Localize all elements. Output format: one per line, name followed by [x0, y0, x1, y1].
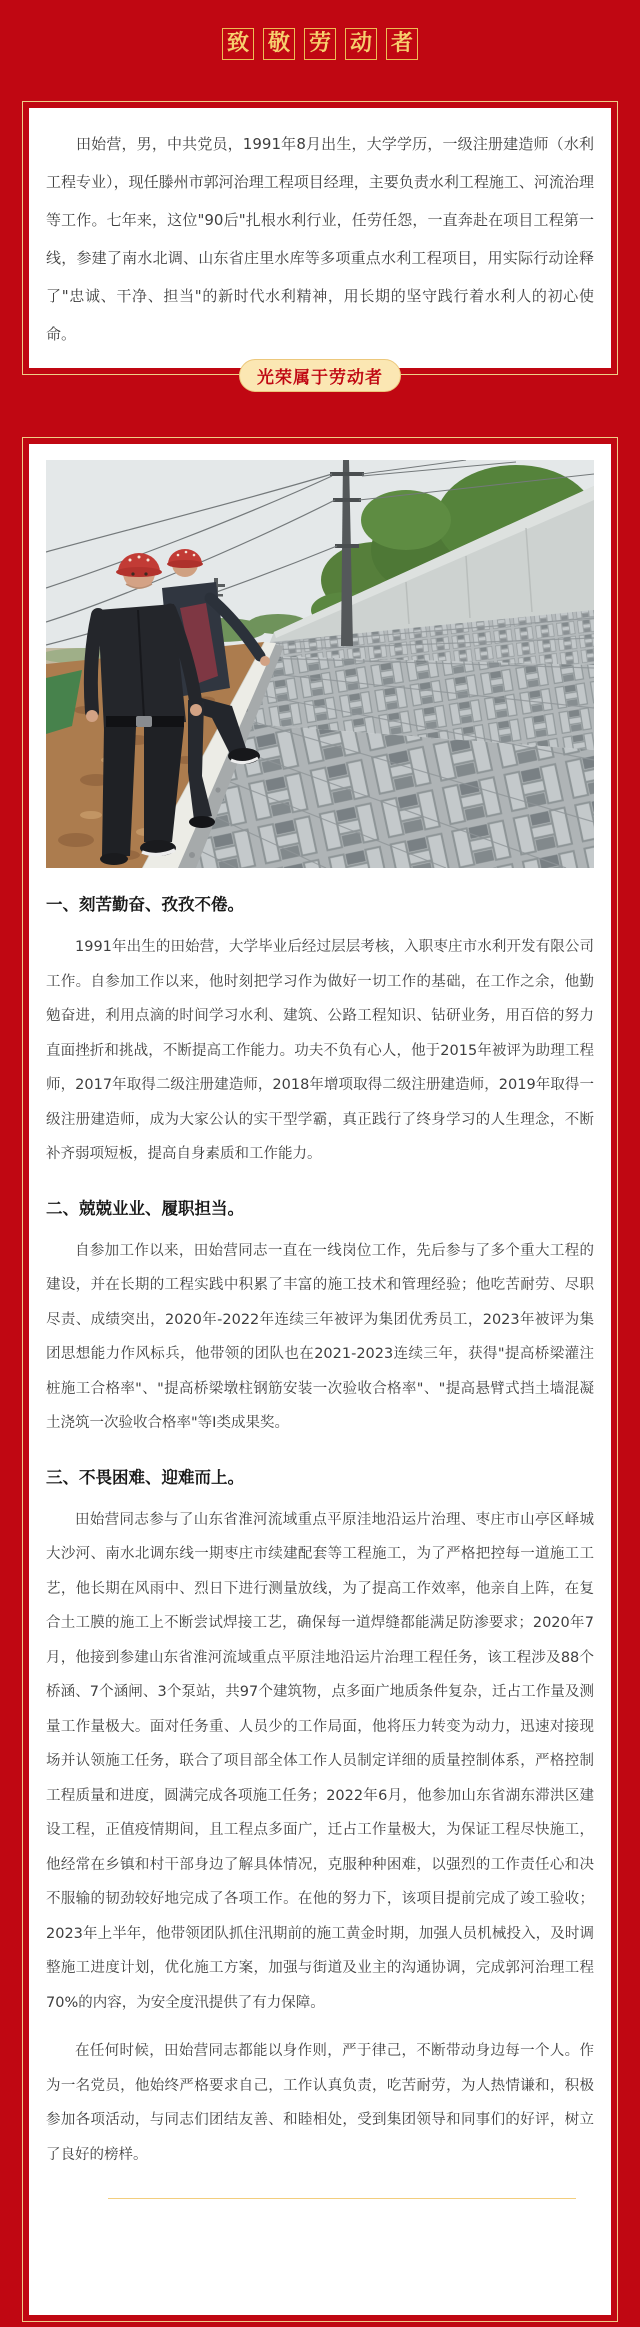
section-2-paragraph: 自参加工作以来，田始营同志一直在一线岗位工作，先后参与了多个重大工程的建设，并在长期的工程实践中积累了丰富的施工技术和管理经验；他吃苦耐劳、尽职尽责、成绩突出，2020年-2022年连续三年被评为集团优秀员工，2023年被评为集团思想能力作风标兵，他带领的团队也在2021-2023连续三年，获得"提高桥梁灌注桩施工合格率"、"提高桥梁墩柱钢筋安装一次验收合格率"、"提高悬臂式挡土墙混凝土浇筑一次验收合格率"等Ⅰ类成果奖。 — [46, 1242, 594, 1431]
title-char-box: 动 — [345, 28, 377, 60]
section-heading-2: 二、兢兢业业、履职担当。 — [46, 1198, 244, 1218]
section-heading-3: 三、不畏困难、迎难而上。 — [46, 1467, 244, 1487]
section-3-paragraph-2: 在任何时候，田始营同志都能以身作则，严于律己，不断带动身边每一个人。作为一名党员，他始终严格要求自己，工作认真负责，吃苦耐劳，为人热情谦和，积极参加各项活动，与同志们团结友善、和睦相处，受到集团领导和同事们的好评，树立了良好的榜样。 — [46, 2043, 594, 2163]
section-1-paragraph: 1991年出生的田始营，大学毕业后经过层层考核，入职枣庄市水利开发有限公司工作。自参加工作以来，他时刻把学习作为做好一切工作的基础，在工作之余，他勤勉奋进，利用点滴的时间学习水利、建筑、公路工程知识、钻研业务，用百倍的努力直面挫折和挑战，不断提高工作能力。功夫不负有心人，他于2015年被评为助理工程师，2017年取得二级注册建造师，2018年增项取得二级注册建造师，2019年取得一级注册建造师，成为大家公认的实干型学霸，真正践行了终身学习的人生理念，不断补齐弱项短板，提高自身素质和工作能力。 — [46, 939, 594, 1162]
title-char-box: 致 — [222, 28, 254, 60]
intro-card — [22, 101, 618, 375]
section-heading-1: 一、刻苦勤奋、孜孜不倦。 — [46, 895, 244, 914]
title-char-box: 敬 — [263, 28, 295, 60]
intro-paragraph: 田始营，男，中共党员，1991年8月出生，大学学历，一级注册建造师（水利工程专业），现任滕州市郭河治理工程项目经理，主要负责水利工程施工、河流治理等工作。七年来，这位"90后"扎根水利行业，任劳任怨，一直奔赴在项目工程第一线，参建了南水北调、山东省庄里水库等多项重点水利工程项目，用实际行动诠释了"忠诚、干净、担当"的新时代水利精神，用长期的坚守践行着水利人的初心使命。 — [46, 135, 594, 343]
title-char-box: 劳 — [304, 28, 336, 60]
page-title — [0, 0, 640, 60]
article-card — [22, 437, 618, 2322]
construction-site-photo — [46, 460, 594, 868]
glory-banner-button[interactable]: 光荣属于劳动者 — [239, 359, 401, 392]
title-char-box: 者 — [386, 28, 418, 60]
gold-divider — [108, 2198, 576, 2199]
section-3-paragraph-1: 田始营同志参与了山东省淮河流域重点平原洼地沿运片治理、枣庄市山亭区峄城大沙河、南水北调东线一期枣庄市续建配套等工程施工，为了严格把控每一道施工工艺，他长期在风雨中、烈日下进行测量放线，为了提高工作效率，他亲自上阵，在复合土工膜的施工上不断尝试焊接工艺，确保每一道焊缝都能满足防渗要求；2020年7月，他接到参建山东省淮河流域重点平原洼地沿运片治理工程任务，该工程涉及88个桥涵、7个涵闸、3个泵站，共97个建筑物，点多面广地质条件复杂，迁占工作量及测量工作量极大。面对任务重、人员少的工作局面，他将压力转变为动力，迅速对接现场并认领施工任务，联合了项目部全体工作人员制定详细的质量控制体系，严格控制工程质量和进度，圆满完成各项施工任务；2022年6月，他参加山东省湖东滞洪区建设工程，正值疫情期间，且工程点多面广，迁占工作量极大，为保证工程尽快施工，他经常在乡镇和村干部身边了解具体情况，克服种种困难，以强烈的工作责任心和决不服输的韧劲较好地完成了各项工作。在他的努力下，该项目提前完成了竣工验收；2023年上半年，他带领团队抓住汛期前的施工黄金时期，加强人员机械投入，及时调整施工进度计划，优化施工方案，加强与街道及业主的沟通协调，完成郭河治理工程70%的内容，为安全度汛提供了有力保障。 — [46, 1511, 594, 2011]
